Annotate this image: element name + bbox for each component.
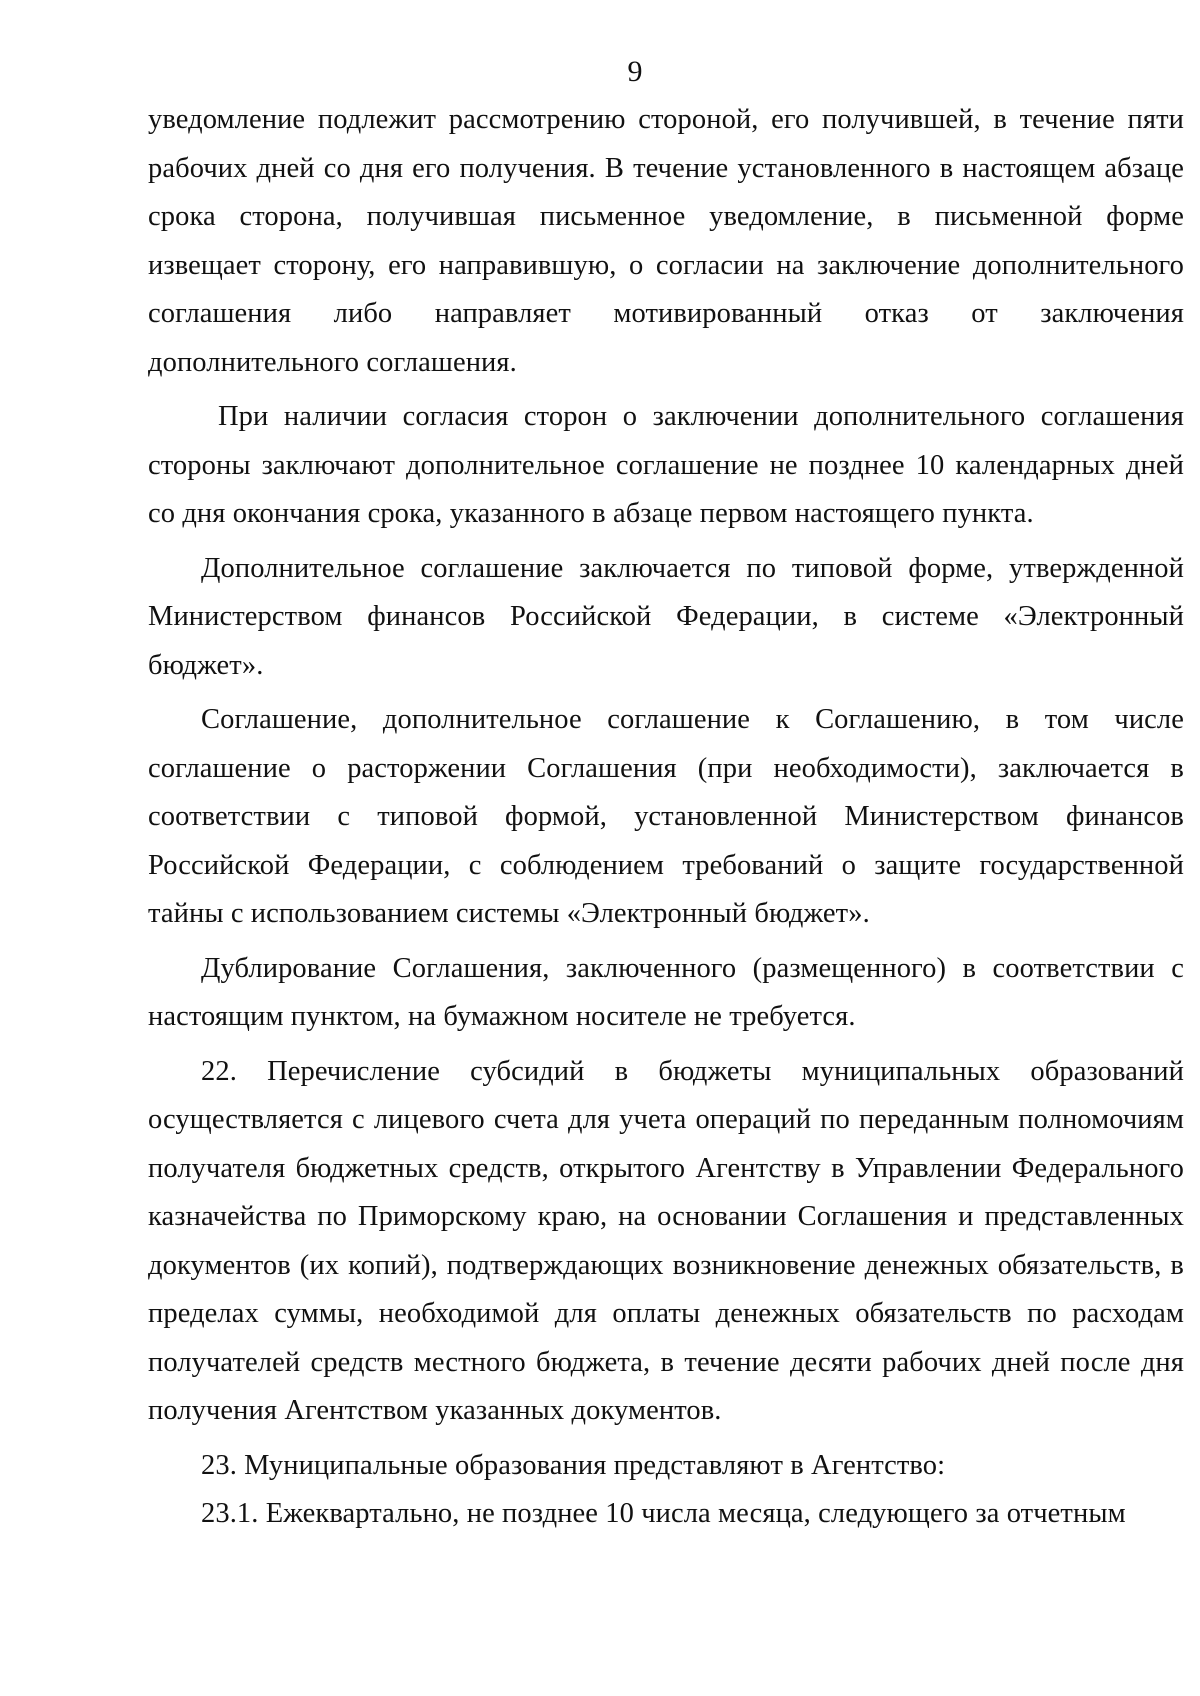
paragraph-item-22: 22. Перечисление субсидий в бюджеты муниципальных образований осуществляется с лицевого счета для учета операций по переданным полномочиям получателя бюджетных средств, открытого Агентству в Управлении Федерального казначейства по Приморскому краю, на основании Соглашения и представленных документов (их копий), подтверждающих возникновение денежных обязательств, в пределах суммы, необходимой для оплаты денежных обязательств по расходам получателей средств местного бюджета, в течение десяти рабочих дней после дня получения Агентством указанных документов. xyxy=(148,1055,1184,1426)
paragraph-additional-agreement-form: Дополнительное соглашение заключается по типовой форме, утвержденной Министерством финансов Российской Федерации, в системе «Электронный бюджет». xyxy=(148,552,1184,681)
paragraph-item-23: 23. Муниципальные образования представляют в Агентство: xyxy=(201,1449,946,1481)
document-body xyxy=(148,96,1184,1539)
paragraph-agreement-standard-form: Соглашение, дополнительное соглашение к Соглашению, в том числе соглашение о расторжении Соглашения (при необходимости), заключается в соответствии с типовой формой, установленной Министерством финансов Российской Федерации, с соблюдением требований о защите государственной тайны с использованием системы «Электронный бюджет». xyxy=(148,704,1184,929)
paragraph-notice-review: уведомление подлежит рассмотрению стороной, его получившей, в течение пяти рабочих дней со дня его получения. В течение установленного в настоящем абзаце срока сторона, получившая письменное уведомление, в письменной форме извещает сторону, его направившую, о согласии на заключение дополнительного соглашения либо направляет мотивированный отказ от заключения дополнительного соглашения. xyxy=(148,104,1184,378)
paragraph-paper-duplicate: Дублирование Соглашения, заключенного (размещенного) в соответствии с настоящим пунктом, на бумажном носителе не требуется. xyxy=(148,952,1184,1032)
page-number: 9 xyxy=(627,55,643,88)
paragraph-item-23-1: 23.1. Ежеквартально, не позднее 10 числа месяца, следующего за отчетным xyxy=(201,1498,1126,1529)
paragraph-parties-consent: При наличии согласия сторон о заключении дополнительного соглашения стороны заключают дополнительное соглашение не позднее 10 календарных дней со дня окончания срока, указанного в абзаце первом настоящего пункта. xyxy=(148,401,1184,529)
